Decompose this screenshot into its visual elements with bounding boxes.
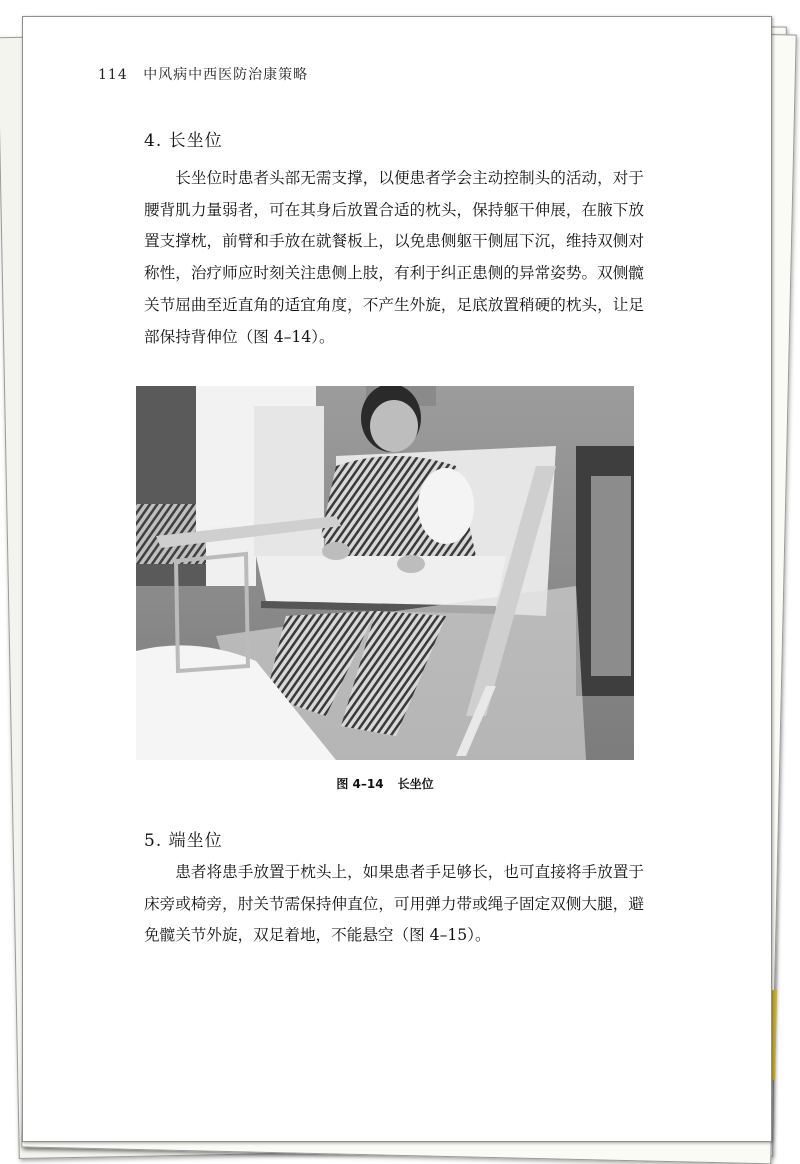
patient-long-sitting-photo [136, 386, 634, 760]
section-heading-upright-sitting: 5. 端坐位 [144, 831, 223, 851]
figure-label: 图 4–14 [336, 777, 384, 791]
book-title: 中风病中西医防治康策略 [143, 67, 309, 83]
page-number: 114 [98, 67, 128, 83]
figure-photo-long-sitting [136, 386, 634, 760]
section-heading-long-sitting: 4. 长坐位 [144, 131, 223, 151]
figure-caption [136, 775, 634, 792]
running-header [98, 64, 308, 84]
figure-title: 长坐位 [397, 777, 434, 791]
long-sitting-paragraph: 长坐位时患者头部无需支撑，以便患者学会主动控制头的活动，对于腰背肌力量弱者，可在其身后放置合适的枕头，保持躯干伸展，在腋下放置支撑枕，前臂和手放在就餐板上，以免患侧躯干侧屈下沉，维持双侧对称性，治疗师应时刻关注患侧上肢，有利于纠正患侧的异常姿势。双侧髋关节屈曲至近直角的适宜角度，不产生外旋，足底放置稍硬的枕头，让足部保持背伸位（图 4–14）。 [144, 169, 644, 346]
upright-sitting-paragraph: 患者将患手放置于枕头上，如果患者手足够长，也可直接将手放置于床旁或椅旁，肘关节需保持伸直位，可用弹力带或绳子固定双侧大腿，避免髋关节外旋，双足着地，不能悬空（图 4–15）。 [144, 863, 644, 945]
